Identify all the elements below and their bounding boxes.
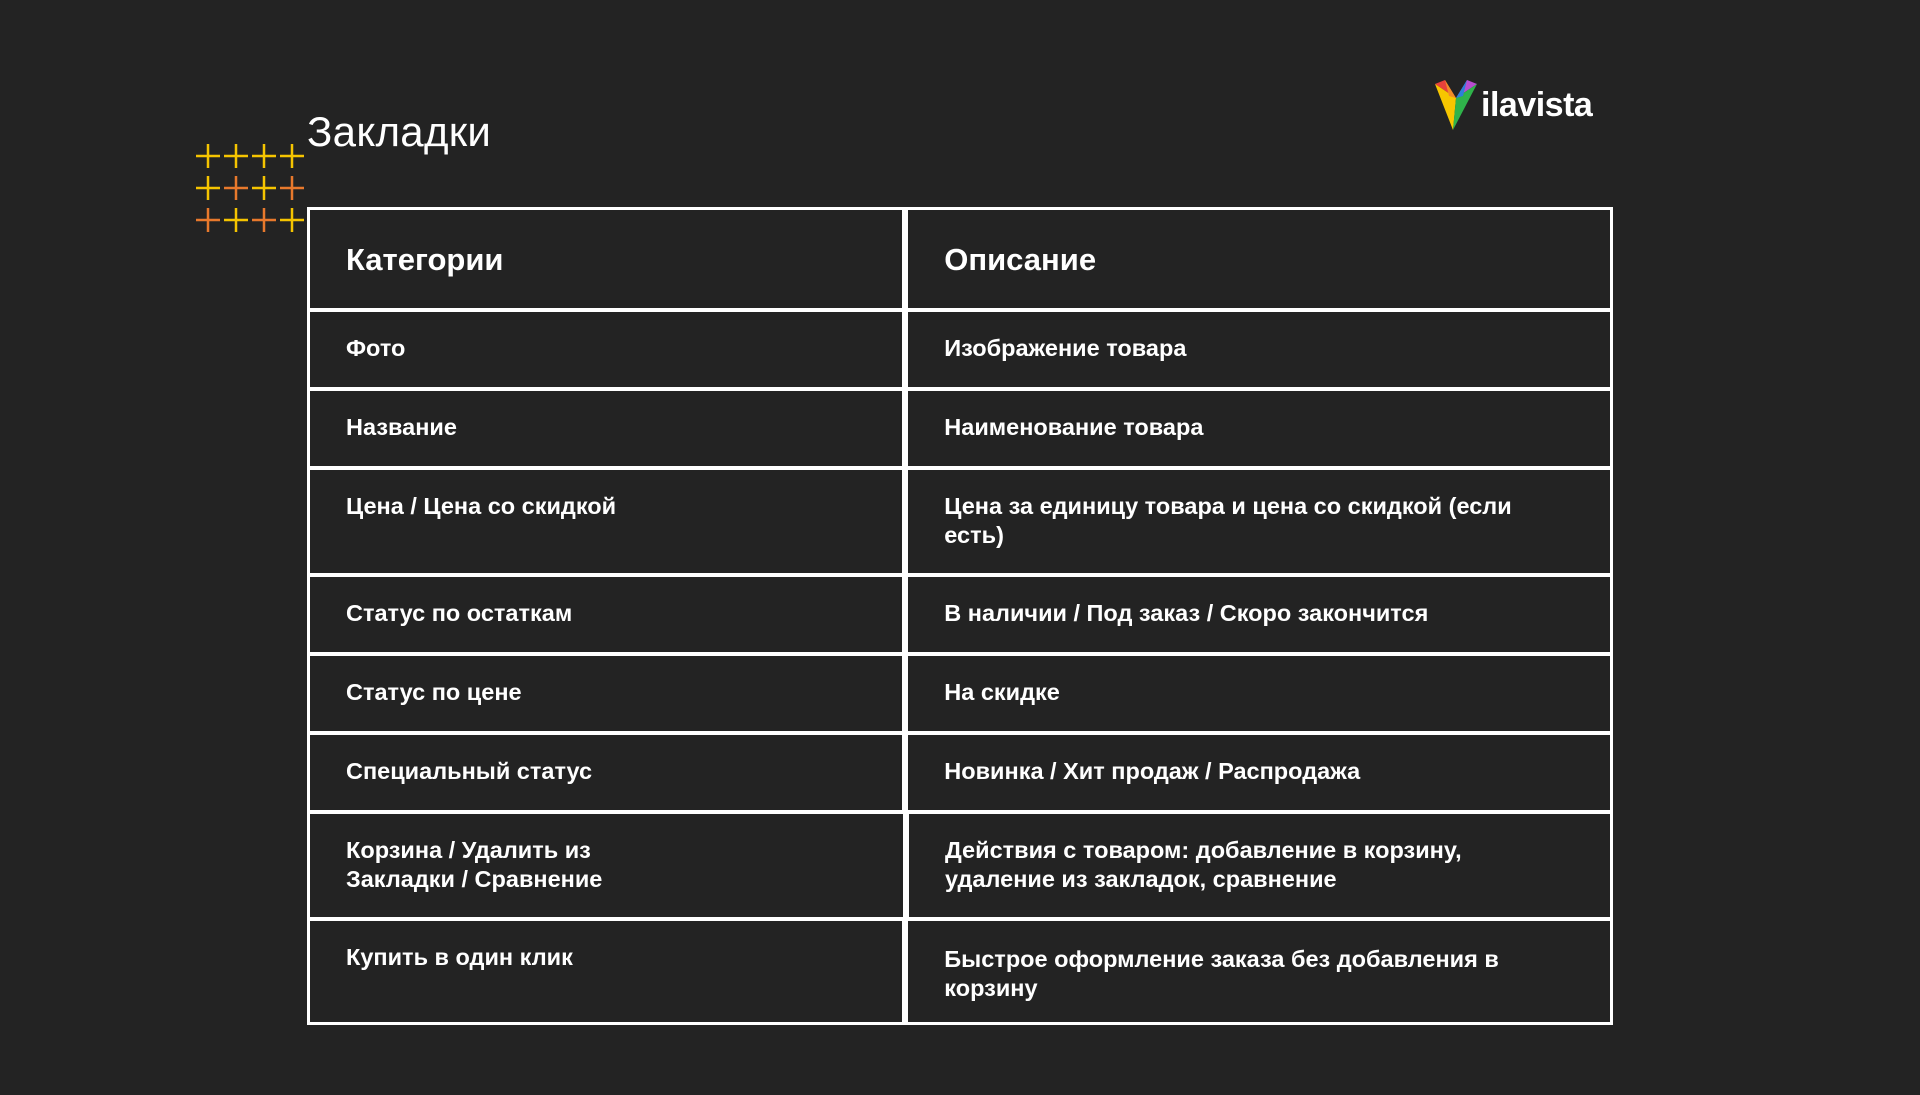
- header-categories: Категории: [310, 210, 902, 308]
- category-cell: Корзина / Удалить из Закладки / Сравнение: [310, 814, 903, 917]
- plus-icon: [280, 208, 304, 232]
- category-cell: Название: [310, 391, 902, 466]
- plus-pattern-decoration: [194, 142, 310, 236]
- plus-icon: [252, 208, 276, 232]
- plus-icon: [224, 208, 248, 232]
- table-row: [310, 577, 1610, 652]
- plus-icon: [196, 176, 220, 200]
- description-cell: Быстрое оформление заказа без добавления в корзину: [908, 921, 1610, 1022]
- vilavista-logo: [1433, 78, 1592, 132]
- description-cell: Наименование товара: [908, 391, 1610, 466]
- plus-icon: [196, 208, 220, 232]
- table-header-row: [310, 210, 1610, 308]
- description-cell: Цена за единицу товара и цена со скидкой (если есть): [908, 470, 1610, 573]
- category-cell: Цена / Цена со скидкой: [310, 470, 902, 573]
- description-cell: Действия с товаром: добавление в корзину, удаление из закладок, сравнение: [909, 814, 1610, 917]
- plus-icon: [224, 144, 248, 168]
- category-cell: Статус по остаткам: [310, 577, 902, 652]
- plus-icon: [280, 176, 304, 200]
- description-cell: Новинка / Хит продаж / Распродажа: [908, 735, 1610, 810]
- plus-icon: [252, 176, 276, 200]
- table-row: [310, 921, 1610, 1022]
- description-cell: На скидке: [908, 656, 1610, 731]
- table-row: [310, 312, 1610, 387]
- description-cell: В наличии / Под заказ / Скоро закончится: [908, 577, 1610, 652]
- table-row: [310, 656, 1610, 731]
- table-row: [310, 391, 1610, 466]
- logo-text: ilavista: [1481, 85, 1593, 124]
- plus-icon: [280, 144, 304, 168]
- category-cell: Специальный статус: [310, 735, 902, 810]
- heart-v-logo-icon: [1433, 78, 1479, 132]
- header-description: Описание: [908, 210, 1610, 308]
- plus-icon: [252, 144, 276, 168]
- category-cell: Статус по цене: [310, 656, 902, 731]
- bookmarks-table: [307, 207, 1613, 1025]
- category-cell: Фото: [310, 312, 902, 387]
- table-row: [310, 470, 1610, 573]
- table-row: [310, 735, 1610, 810]
- plus-icon: [196, 144, 220, 168]
- page-title: Закладки: [307, 108, 492, 155]
- category-cell: Купить в один клик: [310, 921, 902, 1022]
- plus-icon: [224, 176, 248, 200]
- table-row: [310, 814, 1610, 917]
- description-cell: Изображение товара: [908, 312, 1610, 387]
